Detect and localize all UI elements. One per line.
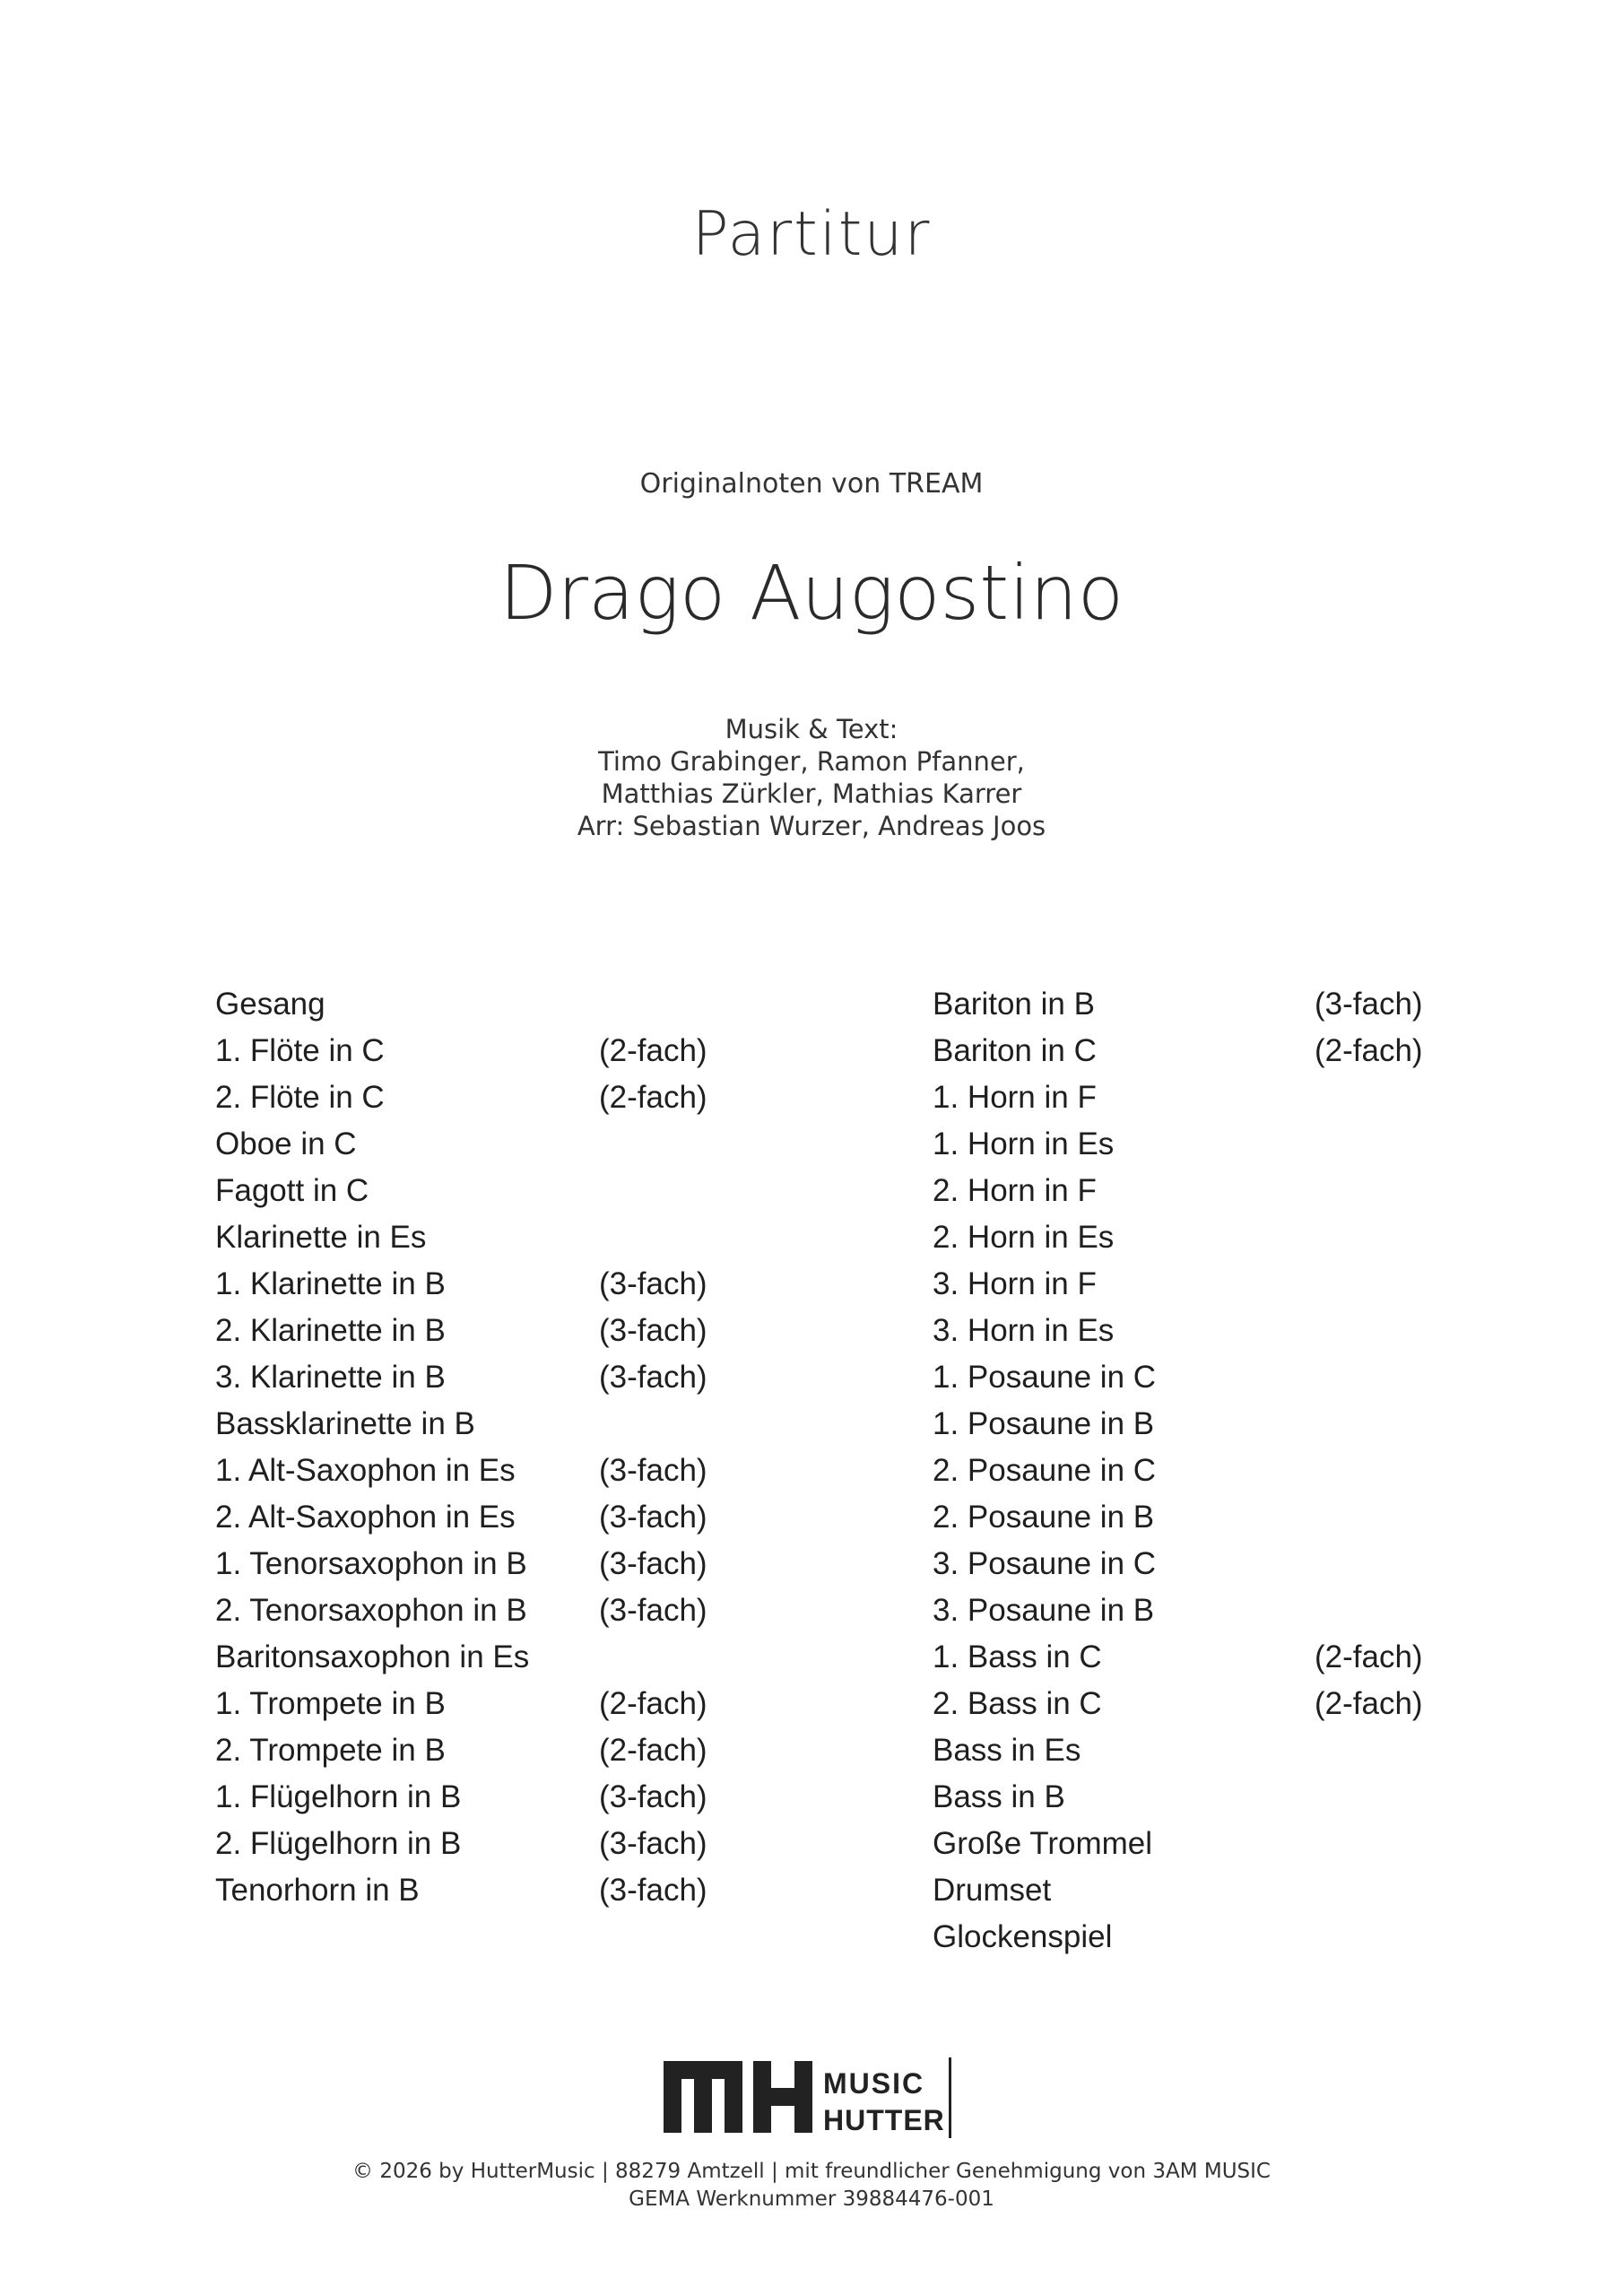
instrument-count: (3-fach) [599,1313,707,1348]
credits-line: Timo Grabinger, Ramon Pfanner, [598,746,1025,777]
music-hutter-logo [664,2054,959,2144]
instrument-name: Große Trommel [933,1826,1153,1861]
instrument-row [933,1261,1471,1308]
instrument-list-right [933,981,1471,1961]
logo-text-music: MUSIC [823,2067,925,2100]
instrument-count: (3-fach) [599,1779,707,1814]
instrument-name: 3. Klarinette in B [215,1360,446,1395]
instrument-name: 2. Posaune in B [933,1500,1155,1535]
instrument-count: (3-fach) [599,1453,707,1488]
instrument-name: 2. Klarinette in B [215,1313,446,1348]
instrument-row [215,1867,771,1914]
instrument-name: 1. Bass in C [933,1639,1102,1674]
instrument-row [215,1774,771,1821]
instrument-row [215,1587,771,1634]
instrument-row [215,1821,771,1867]
instrument-row [933,1401,1471,1448]
instrument-name: Fagott in C [215,1173,369,1208]
instrument-name: 3. Horn in Es [933,1313,1115,1348]
instrument-row [933,1587,1471,1634]
instrument-row [933,1168,1471,1214]
instrument-row [933,1074,1471,1121]
instrument-count: (2-fach) [1315,1033,1423,1068]
instrument-count: (2-fach) [599,1033,707,1068]
instrument-row [933,1634,1471,1681]
instrument-row [215,1354,771,1401]
credits-line: Matthias Zürkler, Mathias Karrer [601,778,1022,809]
instrument-name: 3. Horn in F [933,1266,1097,1301]
instrument-row [933,1448,1471,1494]
instrument-name: Glockenspiel [933,1919,1113,1954]
instrument-name: 3. Posaune in C [933,1546,1157,1581]
instrument-count: (3-fach) [599,1593,707,1628]
instrument-name: Drumset [933,1873,1052,1908]
instrument-name: Bariton in C [933,1033,1097,1068]
instrument-row [933,1821,1471,1867]
instrument-count: (2-fach) [1315,1686,1423,1721]
instrument-row [215,1541,771,1587]
instrument-name: Bass in B [933,1779,1065,1814]
instrument-count: (3-fach) [599,1873,707,1908]
instrument-count: (2-fach) [599,1080,707,1115]
footer-copyright: © 2026 by HutterMusic | 88279 Amtzell | mit freundlicher Genehmigung von 3AM MUSIC [352,2160,1271,2183]
instrument-name: 2. Trompete in B [215,1733,446,1768]
instrument-name: 1. Alt-Saxophon in Es [215,1453,516,1488]
instrument-name: Oboe in C [215,1126,357,1161]
instrument-row [933,1214,1471,1261]
instrument-row [215,1448,771,1494]
instrument-count: (3-fach) [599,1266,707,1301]
instrument-row [215,1681,771,1727]
instrument-row [933,1494,1471,1541]
instrument-count: (2-fach) [1315,1639,1423,1674]
instrument-name: 1. Flügelhorn in B [215,1779,462,1814]
instrument-row [933,1681,1471,1727]
instrument-name: 1. Horn in F [933,1080,1097,1115]
instrument-name: 2. Tenorsaxophon in B [215,1593,527,1628]
instrument-name: 2. Horn in F [933,1173,1097,1208]
credits-line: Arr: Sebastian Wurzer, Andreas Joos [577,811,1046,841]
instrument-name: 2. Flügelhorn in B [215,1826,462,1861]
instrument-name: 3. Posaune in B [933,1593,1155,1628]
instrument-name: 1. Posaune in C [933,1360,1157,1395]
instrument-count: (2-fach) [599,1733,707,1768]
instrument-name: Bassklarinette in B [215,1406,475,1441]
instrument-row [215,1028,771,1074]
instrument-name: 2. Alt-Saxophon in Es [215,1500,516,1535]
instrument-count: (3-fach) [1315,987,1423,1022]
instrument-name: 1. Tenorsaxophon in B [215,1546,527,1581]
instrument-name: 2. Posaune in C [933,1453,1157,1488]
instrument-name: 2. Horn in Es [933,1220,1115,1255]
instrument-name: 1. Flöte in C [215,1033,385,1068]
instrument-count: (3-fach) [599,1546,707,1581]
document-type-label: Partitur [691,199,932,270]
instrument-name: Bass in Es [933,1733,1081,1768]
instrument-count: (2-fach) [599,1686,707,1721]
credits-block [0,713,1623,842]
instrument-row [215,1634,771,1681]
instrument-count: (3-fach) [599,1826,707,1861]
instrument-name: Tenorhorn in B [215,1873,420,1908]
instrument-name: 1. Horn in Es [933,1126,1115,1161]
logo-divider [949,2057,951,2138]
instrument-name: 2. Flöte in C [215,1080,385,1115]
piece-title: Drago Augostino [499,549,1124,637]
instrument-row [215,1401,771,1448]
instrument-count: (3-fach) [599,1500,707,1535]
instrument-name: 1. Klarinette in B [215,1266,446,1301]
instrument-row [215,1308,771,1354]
mh-logo-mark [664,2061,812,2133]
instrument-row [215,1168,771,1214]
instrument-row [933,981,1471,1028]
instrument-row [215,981,771,1028]
instrument-row [215,1121,771,1168]
instrument-row [933,1121,1471,1168]
instrument-row [933,1774,1471,1821]
instrument-row [215,1074,771,1121]
credits-line: Musik & Text: [725,714,898,744]
instrument-name: 2. Bass in C [933,1686,1102,1721]
instrument-name: 1. Trompete in B [215,1686,446,1721]
footer-gema-number: GEMA Werknummer 39884476-001 [629,2187,994,2211]
instrument-row [933,1914,1471,1961]
instrument-row [215,1261,771,1308]
instrument-row [215,1494,771,1541]
instrument-row [215,1727,771,1774]
instrument-name: Klarinette in Es [215,1220,427,1255]
instrument-count: (3-fach) [599,1360,707,1395]
footer [0,2158,1623,2213]
instrument-row [933,1867,1471,1914]
instrument-name: Baritonsaxophon in Es [215,1639,530,1674]
instrument-row [933,1727,1471,1774]
logo-text-hutter: HUTTER [823,2104,945,2136]
instrument-row [933,1541,1471,1587]
instrument-row [215,1214,771,1261]
instrument-name: Bariton in B [933,987,1095,1022]
instrument-row [933,1308,1471,1354]
instrument-name: 1. Posaune in B [933,1406,1155,1441]
instrument-list-left [215,981,771,1914]
instrument-row [933,1028,1471,1074]
original-notes-subtitle: Originalnoten von TREAM [639,468,984,500]
instrument-name: Gesang [215,987,325,1022]
instrument-row [933,1354,1471,1401]
